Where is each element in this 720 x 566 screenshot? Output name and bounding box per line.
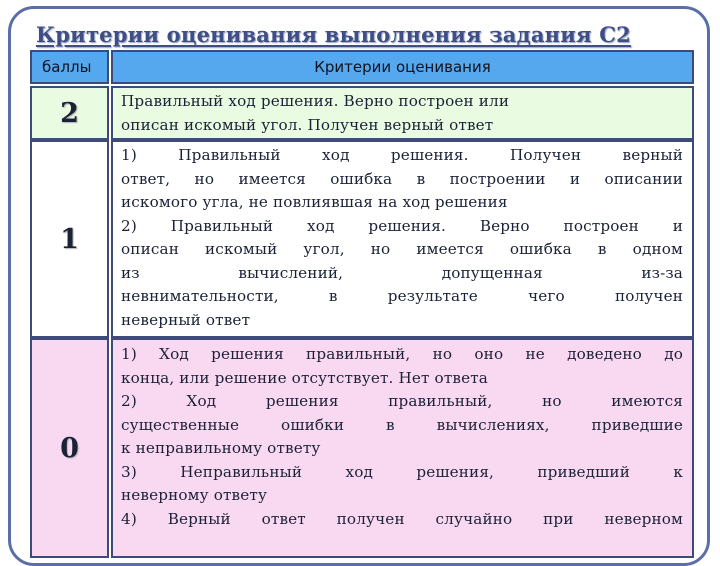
score-value: 0: [60, 432, 79, 464]
criteria-line: 1) Ход решения правильный, но оно не доведено до: [121, 345, 683, 363]
criteria-cell-1: [111, 140, 694, 338]
criteria-text: [121, 90, 683, 137]
criteria-cell-0: [111, 338, 694, 558]
score-value: 2: [60, 97, 79, 129]
criteria-line: Правильный ход решения. Верно построен или: [121, 92, 510, 110]
criteria-line: из вычислений, допущенная из-за: [121, 263, 683, 282]
criteria-text: [121, 343, 683, 531]
header-criteria: [111, 50, 694, 84]
criteria-line: конца, или решение отсутствует. Нет ответа: [121, 368, 488, 387]
criteria-cell-2: [111, 86, 694, 140]
criteria-line: 1) Правильный ход решения. Получен верный: [121, 146, 683, 164]
page-title: Критерии оценивания выполнения задания С2: [36, 22, 631, 47]
criteria-line: невнимательности, в результате чего получен: [121, 287, 683, 305]
header-score: [30, 50, 109, 84]
score-cell-1: [30, 140, 109, 338]
header-score-label: баллы: [42, 58, 92, 76]
criteria-line: существенные ошибки в вычислениях, приведшие: [121, 415, 683, 434]
criteria-line: неверному ответу: [121, 486, 268, 504]
criteria-line: неверный ответ: [121, 310, 251, 329]
score-value: 1: [60, 223, 79, 255]
criteria-text: [121, 144, 683, 332]
criteria-line: искомого угла, не повлиявшая на ход решения: [121, 193, 508, 211]
criteria-line: к неправильному ответу: [121, 439, 321, 457]
header-criteria-label: Критерии оценивания: [314, 58, 491, 76]
score-cell-2: [30, 86, 109, 140]
criteria-line: 2) Правильный ход решения. Верно построен и: [121, 216, 683, 235]
score-cell-0: [30, 338, 109, 558]
criteria-line: описан искомый угол. Получен верный ответ: [121, 115, 494, 134]
criteria-line: ответ, но имеется ошибка в построении и описании: [121, 169, 683, 188]
criteria-line: 4) Верный ответ получен случайно при неверном: [121, 509, 683, 528]
criteria-line: 2) Ход решения правильный, но имеются: [121, 392, 683, 410]
criteria-line: описан искомый угол, но имеется ошибка в одном: [121, 240, 683, 258]
criteria-line: 3) Неправильный ход решения, приведший к: [121, 462, 683, 481]
